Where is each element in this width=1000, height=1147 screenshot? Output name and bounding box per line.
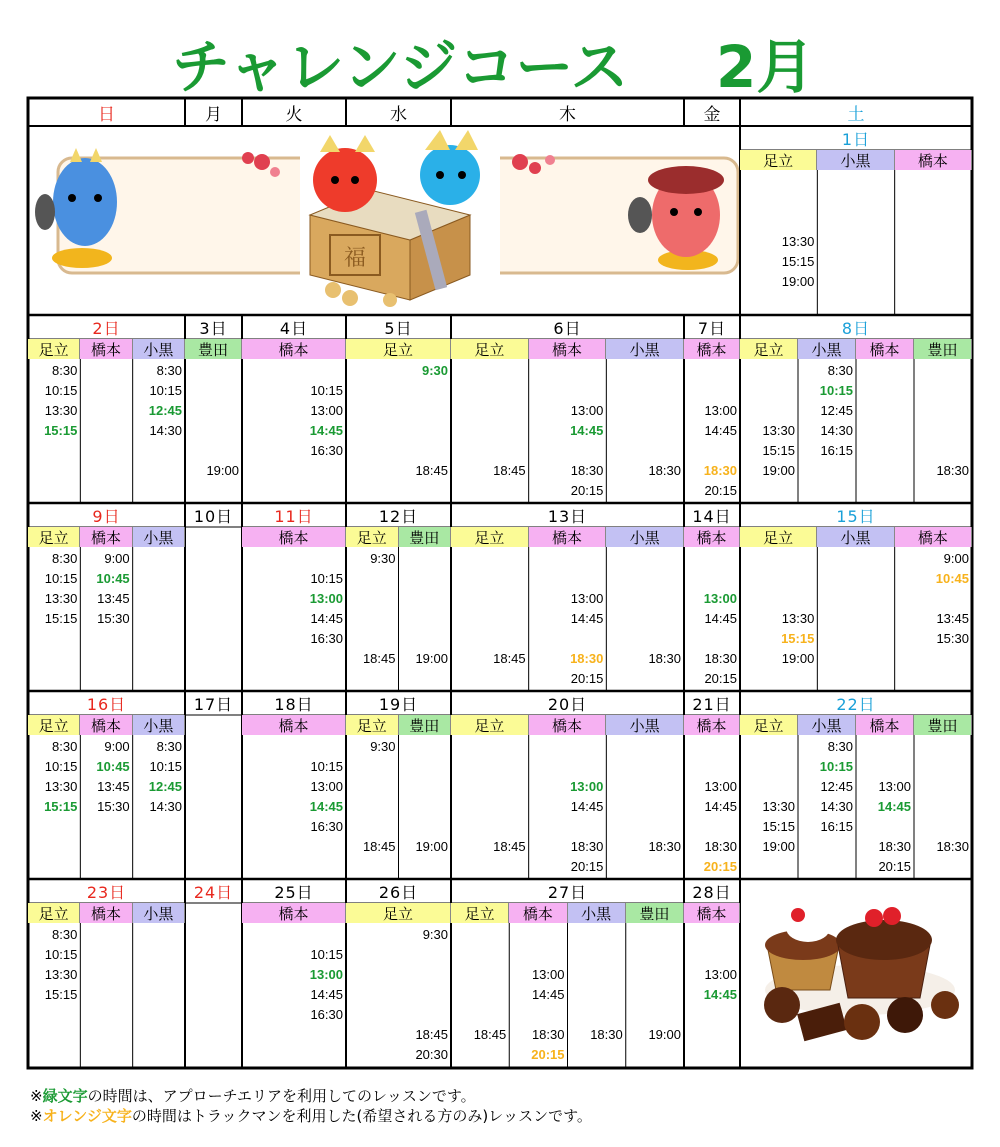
lesson-time: 15:30 xyxy=(97,799,130,814)
day-date: 26日 xyxy=(378,882,419,902)
instructor-label: 橋本 xyxy=(242,715,346,735)
instructor-label: 足立 xyxy=(451,715,529,735)
lesson-time: 15:15 xyxy=(762,443,795,458)
weekday-header: 金 xyxy=(703,104,721,125)
lesson-time: 15:15 xyxy=(762,819,795,834)
lesson-time: 13:00 xyxy=(570,779,604,794)
instructor-label: 橋本 xyxy=(529,715,607,735)
lesson-time: 10:45 xyxy=(96,759,130,774)
lesson-time: 15:15 xyxy=(781,254,815,269)
lesson-time: 13:30 xyxy=(781,611,815,626)
day-date: 6日 xyxy=(553,318,582,338)
lesson-time: 16:15 xyxy=(820,819,853,834)
lesson-time: 18:30 xyxy=(936,463,969,478)
lesson-time: 10:15 xyxy=(44,383,78,398)
lesson-time: 14:30 xyxy=(149,423,182,438)
lesson-time: 13:30 xyxy=(762,423,795,438)
note-green-label: 緑文字 xyxy=(42,1087,88,1105)
instructor-label: 足立 xyxy=(346,339,451,359)
lesson-time: 10:15 xyxy=(310,947,343,962)
lesson-time: 13:00 xyxy=(309,967,343,982)
lesson-time: 13:00 xyxy=(878,779,911,794)
instructor-label: 橋本 xyxy=(856,715,914,735)
lesson-time: 14:45 xyxy=(704,611,737,626)
note-green xyxy=(30,1086,592,1106)
instructor-label: 豊田 xyxy=(914,339,972,359)
instructor-label: 足立 xyxy=(740,527,817,547)
lesson-time: 13:00 xyxy=(310,403,343,418)
instructor-label: 小黒 xyxy=(568,903,626,923)
setsubun-illustration xyxy=(35,130,738,307)
lesson-time: 18:30 xyxy=(936,839,969,854)
instructor-label: 足立 xyxy=(28,339,80,359)
day-date: 4日 xyxy=(279,318,309,338)
lesson-time: 16:30 xyxy=(310,631,343,646)
instructor-label: 橋本 xyxy=(895,527,972,547)
lesson-time: 13:00 xyxy=(310,779,343,794)
lesson-time: 19:00 xyxy=(781,274,815,289)
day-date: 2日 xyxy=(92,318,121,338)
day-date: 28日 xyxy=(692,882,732,902)
day-date: 24日 xyxy=(193,882,234,902)
instructor-label: 足立 xyxy=(346,527,399,547)
lesson-time: 13:30 xyxy=(781,234,815,249)
day-date: 7日 xyxy=(697,318,727,338)
lesson-time: 10:45 xyxy=(935,571,969,586)
lesson-time: 14:45 xyxy=(570,799,604,814)
instructor-label: 小黒 xyxy=(798,339,856,359)
lesson-time: 14:45 xyxy=(703,987,737,1002)
lesson-time: 9:00 xyxy=(104,739,130,754)
lesson-time: 10:15 xyxy=(44,947,78,962)
day-date: 25日 xyxy=(274,882,314,902)
lesson-time: 14:45 xyxy=(310,987,343,1002)
instructor-label: 橋本 xyxy=(242,339,346,359)
day-date: 21日 xyxy=(692,694,732,714)
instructor-label: 小黒 xyxy=(133,339,185,359)
instructor-label: 足立 xyxy=(740,150,817,170)
lesson-time: 13:45 xyxy=(936,611,969,626)
lesson-time: 18:45 xyxy=(493,651,526,666)
instructor-label: 豊田 xyxy=(399,527,452,547)
instructor-label: 豊田 xyxy=(626,903,684,923)
instructor-label: 橋本 xyxy=(684,903,740,923)
lesson-time: 18:30 xyxy=(703,463,737,478)
lesson-time: 14:45 xyxy=(704,423,737,438)
lesson-time: 20:15 xyxy=(878,859,911,874)
lesson-time: 16:15 xyxy=(820,443,853,458)
lesson-time: 13:00 xyxy=(309,591,343,606)
weekday-header: 火 xyxy=(285,104,303,125)
instructor-label: 橋本 xyxy=(684,715,740,735)
lesson-time: 13:00 xyxy=(570,591,604,606)
title-month: 2月 xyxy=(716,33,815,101)
lesson-time: 14:45 xyxy=(310,611,343,626)
lesson-time: 9:30 xyxy=(421,363,448,378)
lesson-time: 10:15 xyxy=(149,383,182,398)
instructor-label: 小黒 xyxy=(133,903,185,923)
lesson-time: 14:45 xyxy=(531,987,565,1002)
note-orange xyxy=(30,1106,592,1126)
instructor-label: 小黒 xyxy=(798,715,856,735)
instructor-label: 豊田 xyxy=(185,339,242,359)
legend-notes xyxy=(30,1086,592,1126)
lesson-time: 18:45 xyxy=(415,1027,448,1042)
day-date: 13日 xyxy=(547,506,588,526)
lesson-time: 13:45 xyxy=(97,779,130,794)
lesson-time: 14:30 xyxy=(820,799,853,814)
lesson-time: 13:00 xyxy=(570,403,604,418)
instructor-label: 小黒 xyxy=(817,150,894,170)
lesson-time: 8:30 xyxy=(827,363,853,378)
lesson-time: 14:30 xyxy=(149,799,182,814)
cupcake-left-icon xyxy=(765,908,841,990)
lesson-time: 14:45 xyxy=(309,799,343,814)
lesson-time: 13:00 xyxy=(704,967,737,982)
instructor-label: 橋本 xyxy=(684,339,740,359)
lesson-time: 13:30 xyxy=(44,403,78,418)
instructor-label: 橋本 xyxy=(895,150,972,170)
instructor-label: 橋本 xyxy=(529,339,607,359)
note-mark: ※ xyxy=(30,1107,43,1125)
lesson-time: 15:30 xyxy=(936,631,969,646)
lesson-time: 18:30 xyxy=(648,651,681,666)
instructor-label: 小黒 xyxy=(133,527,185,547)
day-date: 22日 xyxy=(836,694,876,714)
note-mark: ※ xyxy=(30,1087,43,1105)
day-date: 15日 xyxy=(836,506,876,526)
weekday-header: 土 xyxy=(847,104,865,125)
lesson-time: 20:15 xyxy=(703,859,737,874)
lesson-time: 19:00 xyxy=(781,651,815,666)
instructor-label: 足立 xyxy=(451,339,529,359)
day-date: 8日 xyxy=(841,318,871,338)
lesson-time: 14:45 xyxy=(309,423,343,438)
lesson-time: 18:45 xyxy=(473,1027,507,1042)
lesson-time: 9:00 xyxy=(104,551,130,566)
lesson-time: 18:30 xyxy=(878,839,911,854)
svg-text:福: 福 xyxy=(343,246,367,271)
instructor-label: 足立 xyxy=(346,715,399,735)
cupcake-right-icon xyxy=(836,907,932,998)
instructor-label: 足立 xyxy=(28,903,80,923)
lesson-time: 8:30 xyxy=(156,363,182,378)
lesson-time: 10:15 xyxy=(819,383,853,398)
day-date: 5日 xyxy=(384,318,413,338)
lesson-time: 10:15 xyxy=(310,759,343,774)
lesson-time: 12:45 xyxy=(820,779,853,794)
instructor-label: 小黒 xyxy=(606,339,684,359)
lesson-time: 18:30 xyxy=(704,839,737,854)
lesson-time: 20:15 xyxy=(570,859,604,874)
lesson-time: 8:30 xyxy=(52,739,78,754)
instructor-label: 橋本 xyxy=(684,527,740,547)
lesson-time: 10:15 xyxy=(819,759,853,774)
lesson-time: 8:30 xyxy=(52,551,78,566)
sweets-illustration xyxy=(764,907,959,1041)
lesson-time: 15:30 xyxy=(97,611,130,626)
instructor-label: 豊田 xyxy=(399,715,452,735)
lesson-time: 9:30 xyxy=(422,927,448,942)
lesson-time: 13:00 xyxy=(531,967,565,982)
day-date: 9日 xyxy=(92,506,121,526)
instructor-label: 豊田 xyxy=(914,715,972,735)
lesson-time: 12:45 xyxy=(148,779,182,794)
lesson-time: 13:45 xyxy=(97,591,130,606)
lesson-time: 13:30 xyxy=(44,591,78,606)
lesson-time: 13:30 xyxy=(44,967,78,982)
lesson-time: 20:15 xyxy=(570,483,604,498)
weekday-header: 日 xyxy=(98,104,115,125)
lesson-time: 18:30 xyxy=(648,839,681,854)
instructor-label: 橋本 xyxy=(509,903,567,923)
lesson-time: 8:30 xyxy=(156,739,182,754)
lesson-time: 20:30 xyxy=(415,1047,448,1062)
lesson-time: 14:45 xyxy=(877,799,911,814)
lesson-time: 13:30 xyxy=(762,799,795,814)
instructor-label: 足立 xyxy=(451,903,509,923)
lesson-time: 10:15 xyxy=(310,571,343,586)
weekday-header: 水 xyxy=(390,104,407,125)
lesson-time: 15:15 xyxy=(781,631,815,646)
lesson-time: 13:30 xyxy=(44,779,78,794)
lesson-time: 19:00 xyxy=(762,463,795,478)
lesson-time: 18:45 xyxy=(362,651,396,666)
lesson-time: 20:15 xyxy=(570,671,604,686)
lesson-time: 10:15 xyxy=(149,759,182,774)
lesson-time: 12:45 xyxy=(820,403,853,418)
note-green-text: の時間は、アプローチエリアを利用してのレッスンです。 xyxy=(87,1087,476,1105)
instructor-label: 足立 xyxy=(740,339,798,359)
lesson-time: 18:30 xyxy=(531,1027,565,1042)
day-date: 23日 xyxy=(86,882,127,902)
instructor-label: 橋本 xyxy=(80,527,132,547)
lesson-time: 10:15 xyxy=(310,383,343,398)
day-date: 16日 xyxy=(86,694,127,714)
lesson-time: 18:30 xyxy=(570,651,604,666)
day-date: 12日 xyxy=(378,506,419,526)
lesson-time: 19:00 xyxy=(415,651,448,666)
lesson-time: 19:00 xyxy=(415,839,448,854)
lesson-time: 20:15 xyxy=(704,483,737,498)
lesson-time: 14:45 xyxy=(570,423,604,438)
lesson-time: 9:00 xyxy=(943,551,969,566)
day-date: 14日 xyxy=(692,506,732,526)
instructor-label: 橋本 xyxy=(856,339,914,359)
instructor-label: 足立 xyxy=(28,527,80,547)
day-date: 19日 xyxy=(378,694,419,714)
instructor-label: 橋本 xyxy=(242,527,346,547)
lesson-time: 13:00 xyxy=(704,403,737,418)
red-oni-center-icon xyxy=(313,135,377,212)
instructor-label: 橋本 xyxy=(80,339,132,359)
lesson-time: 15:15 xyxy=(44,611,78,626)
lesson-time: 12:45 xyxy=(148,403,182,418)
lesson-time: 18:45 xyxy=(493,463,526,478)
lesson-time: 18:30 xyxy=(704,651,737,666)
day-date: 18日 xyxy=(274,694,314,714)
lesson-time: 18:30 xyxy=(570,839,604,854)
instructor-label: 橋本 xyxy=(529,527,607,547)
lesson-time: 15:15 xyxy=(44,423,78,438)
lesson-time: 16:30 xyxy=(310,443,343,458)
lesson-time: 18:45 xyxy=(362,839,396,854)
lesson-time: 13:00 xyxy=(704,779,737,794)
lesson-time: 18:30 xyxy=(570,463,604,478)
lesson-time: 18:30 xyxy=(648,463,681,478)
weekday-header: 木 xyxy=(559,104,576,125)
day-date: 3日 xyxy=(199,318,228,338)
lesson-time: 13:00 xyxy=(703,591,737,606)
lesson-time: 14:45 xyxy=(570,611,604,626)
lesson-time: 19:00 xyxy=(206,463,239,478)
day-date: 27日 xyxy=(547,882,588,902)
note-orange-label: オレンジ文字 xyxy=(42,1107,132,1125)
lesson-time: 15:15 xyxy=(44,799,78,814)
day-date: 1日 xyxy=(841,129,871,149)
lesson-time: 18:30 xyxy=(590,1027,623,1042)
blue-oni-center-icon xyxy=(420,130,480,205)
instructor-label: 橋本 xyxy=(80,715,132,735)
lesson-time: 15:15 xyxy=(44,987,78,1002)
day-date: 10日 xyxy=(193,506,234,526)
lesson-time: 19:00 xyxy=(648,1027,681,1042)
lesson-time: 14:45 xyxy=(704,799,737,814)
lesson-time: 20:15 xyxy=(531,1047,565,1062)
lesson-time: 10:15 xyxy=(44,759,78,774)
lesson-time: 18:45 xyxy=(415,463,448,478)
instructor-label: 足立 xyxy=(346,903,451,923)
instructor-label: 足立 xyxy=(28,715,80,735)
lesson-time: 9:30 xyxy=(370,551,396,566)
instructor-label: 小黒 xyxy=(133,715,185,735)
lesson-time: 8:30 xyxy=(52,363,78,378)
lesson-time: 10:45 xyxy=(96,571,130,586)
lesson-time: 18:45 xyxy=(493,839,526,854)
weekday-header: 月 xyxy=(205,104,222,125)
note-orange-text: の時間はトラックマンを利用した(希望される方のみ)レッスンです。 xyxy=(131,1107,592,1125)
lesson-time: 14:30 xyxy=(820,423,853,438)
instructor-label: 足立 xyxy=(740,715,798,735)
instructor-label: 橋本 xyxy=(80,903,132,923)
instructor-label: 橋本 xyxy=(242,903,346,923)
title-text: チャレンジコース xyxy=(172,33,629,101)
lesson-time: 8:30 xyxy=(827,739,853,754)
lesson-time: 9:30 xyxy=(370,739,396,754)
day-date: 20日 xyxy=(547,694,588,714)
lesson-time: 20:15 xyxy=(704,671,737,686)
lesson-time: 16:30 xyxy=(310,819,343,834)
day-date: 17日 xyxy=(193,694,234,714)
lesson-time: 10:15 xyxy=(44,571,78,586)
day-date: 11日 xyxy=(274,506,314,526)
instructor-label: 小黒 xyxy=(606,715,684,735)
lesson-time: 16:30 xyxy=(310,1007,343,1022)
instructor-label: 小黒 xyxy=(817,527,894,547)
instructor-label: 小黒 xyxy=(606,527,684,547)
instructor-label: 足立 xyxy=(451,527,529,547)
lesson-time: 8:30 xyxy=(52,927,78,942)
lesson-time: 19:00 xyxy=(762,839,795,854)
